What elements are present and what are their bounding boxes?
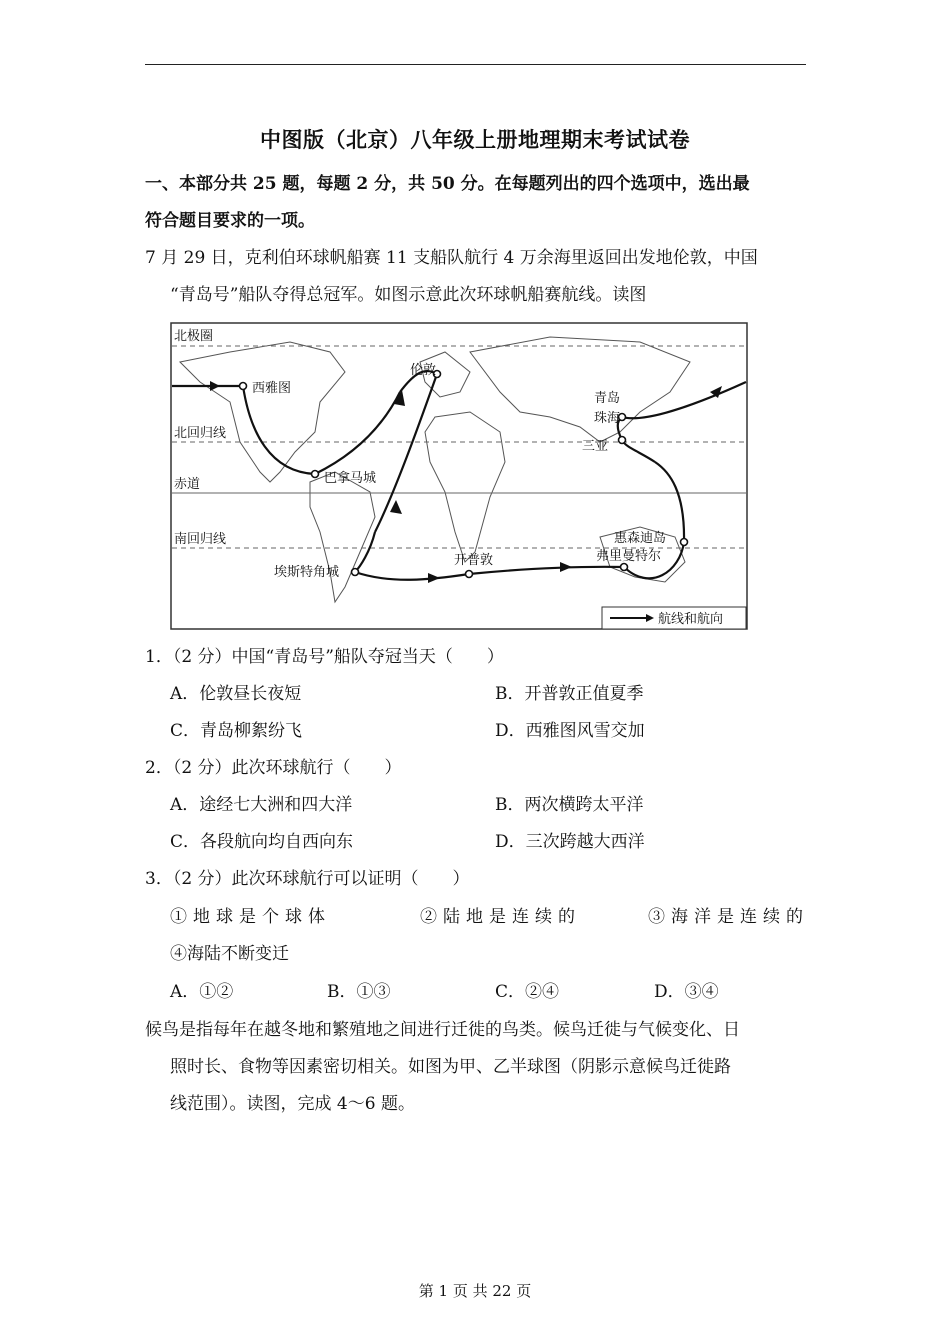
map-frame xyxy=(171,323,747,629)
intro2-line3: 线范围）。读图，完成 4～6 题。 xyxy=(170,1094,415,1114)
map-legend xyxy=(602,607,746,629)
arctic-circle-label: 北极圈 xyxy=(174,329,214,344)
question-3-option-a: A．①② xyxy=(170,982,234,1002)
page-footer: 第 1 页 共 22 页 xyxy=(418,1282,532,1300)
section-instruction-line2: 符合题目要求的一项。 xyxy=(145,211,315,231)
london-label: 伦敦 xyxy=(410,363,437,378)
question-2-option-d: D．三次跨越大西洋 xyxy=(495,832,645,852)
question-1-option-a: A．伦敦昼长夜短 xyxy=(170,684,302,704)
question-2-option-b: B．两次横跨太平洋 xyxy=(495,795,644,815)
question-3-statement-2: ②陆地是连续的 xyxy=(420,907,581,927)
question-3-statement-1: ①地球是个球体 xyxy=(170,907,331,927)
intro2-line1: 候鸟是指每年在越冬地和繁殖地之间进行迁徙的鸟类。候鸟迁徙与气候变化、日 xyxy=(145,1020,740,1040)
question-1-stem: 1．（2 分）中国“青岛号”船队夺冠当天（ ） xyxy=(145,647,504,667)
question-3-option-d: D．③④ xyxy=(654,982,719,1002)
question-2-option-a: A．途经七大洲和四大洋 xyxy=(170,795,353,815)
capetown-marker xyxy=(466,571,473,578)
equator-label: 赤道 xyxy=(174,477,201,492)
question-2-stem: 2．（2 分）此次环球航行（ ） xyxy=(145,758,402,778)
section-instruction-line1: 一、本部分共 25 题，每题 2 分，共 50 分。在每题列出的四个选项中，选出最 xyxy=(145,174,750,194)
sailing-route-map xyxy=(170,322,748,630)
panama-marker xyxy=(312,471,319,478)
intro2-line2: 照时长、食物等因素密切相关。如图为甲、乙半球图（阴影示意候鸟迁徙路 xyxy=(170,1057,731,1077)
fremantle-label: 弗里曼特尔 xyxy=(596,549,662,564)
seattle-marker xyxy=(240,383,247,390)
qingdao-label: 青岛 xyxy=(594,391,621,406)
punta-marker xyxy=(352,569,359,576)
panama-label: 巴拿马城 xyxy=(324,471,377,486)
capetown-label: 开普敦 xyxy=(454,553,494,568)
zhuhai-label: 珠海 xyxy=(594,411,621,426)
question-3-option-c: C．②④ xyxy=(495,982,560,1002)
question-3-statement-3: ③海洋是连续的 xyxy=(648,907,809,927)
whitsunday-label: 惠森迪岛 xyxy=(614,531,667,546)
fremantle-marker xyxy=(621,564,628,571)
question-3-option-b: B．①③ xyxy=(327,982,391,1002)
seattle-label: 西雅图 xyxy=(252,381,292,396)
whitsunday-marker xyxy=(681,539,688,546)
page-title: 中图版（北京）八年级上册地理期末考试试卷 xyxy=(260,127,690,152)
question-1-option-c: C．青岛柳絮纷飞 xyxy=(170,721,303,741)
header-rule xyxy=(145,64,806,65)
sanya-label: 三亚 xyxy=(582,439,609,454)
question-1-option-d: D．西雅图风雪交加 xyxy=(495,721,645,741)
question-2-option-c: C．各段航向均自西向东 xyxy=(170,832,354,852)
sanya-marker xyxy=(619,437,626,444)
intro1-line2: “青岛号”船队夺得总冠军。如图示意此次环球帆船赛航线。读图 xyxy=(170,285,647,305)
legend-label: 航线和航向 xyxy=(658,612,724,627)
tropic-capricorn-label: 南回归线 xyxy=(174,532,227,547)
question-1-option-b: B．开普敦正值夏季 xyxy=(495,684,644,704)
punta-label: 埃斯特角城 xyxy=(274,565,340,580)
tropic-cancer-label: 北回归线 xyxy=(174,426,227,441)
question-3-stem: 3．（2 分）此次环球航行可以证明（ ） xyxy=(145,869,470,889)
question-3-statement-4: ④海陆不断变迁 xyxy=(170,944,289,964)
intro1-line1: 7 月 29 日，克利伯环球帆船赛 11 支船队航行 4 万余海里返回出发地伦敦，中国 xyxy=(145,248,758,268)
